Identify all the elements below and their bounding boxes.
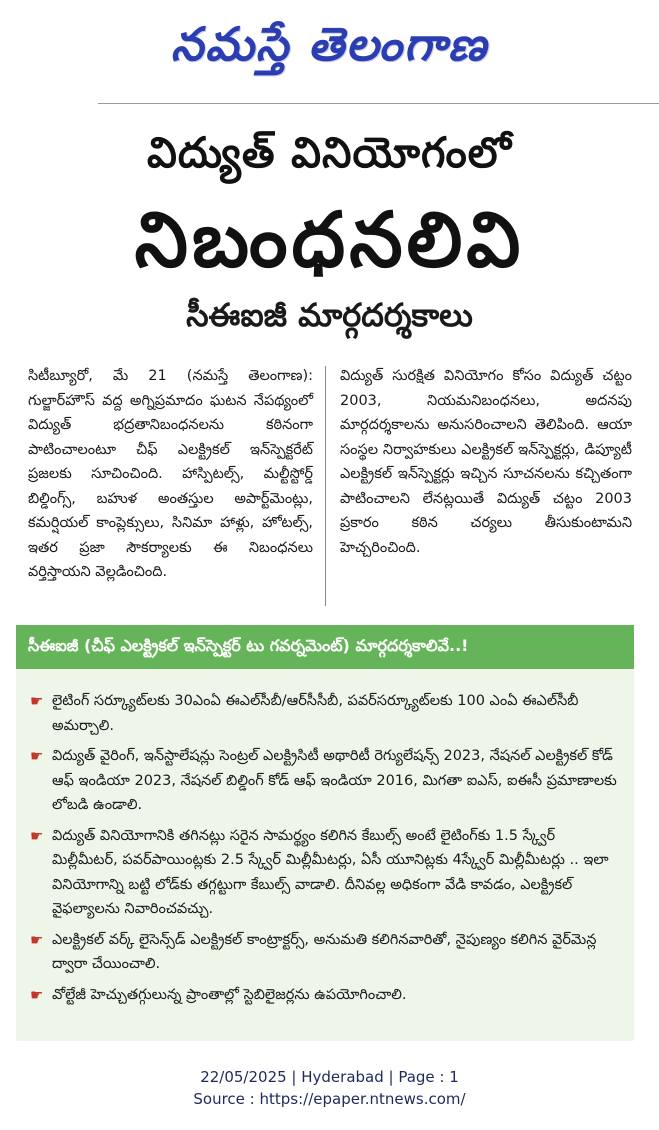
list-item: [30, 983, 620, 1008]
list-item-text: లైటింగ్ సర్క్యూట్‌లకు 30ఎంఏ ఈఎల్‌సీబీ/ఆర్‌సీసీబీ, పవర్‌సర్క్యూట్‌లకు 100 ఎంఏ ఈఎల్‌సీబీ అమర్చాలి.: [52, 693, 579, 734]
list-item-text: విద్యుత్ వినియోగానికి తగినట్లు సరైన సామర్థ్యం కలిగిన కేబుల్స్ అంటే లైటింగ్‌కు 1.5 స్క్వేర్ మిల్లీమీటర్, పవర్‌పాయింట్లకు 2.5 స్క్వేర్ మిల్లీమీటర్లు, ఏసీ యూనిట్లకు 4స్క్వేర్ మిల్లీమీటర్లు .. ఇలా వినియోగాన్ని బట్టి లోడ్‌కు తగ్గట్టుగా కేబుల్స్ వాడాలి. దీనివల్ల అధికంగా వేడి కావడం, ఎలక్ట్రికల్ వైఫల్యాలను నివారించవచ్చు.: [52, 827, 609, 917]
list-item-text: ఎలక్ట్రికల్ వర్క్ లైసెన్స్‌డ్ ఎలక్ట్రికల్ కాంట్రాక్టర్స్, అనుమతి కలిగినవారితో, నైపుణ్యం కలిగిన వైర్‌మెన్ల ద్వారా చేయించాలి.: [52, 931, 597, 972]
source-link[interactable]: Source : https://epaper.ntnews.com/: [193, 1090, 466, 1108]
pointing-hand-icon: ☛: [30, 747, 44, 765]
headline-line-1: విద్యుత్ వినియోగంలో: [147, 128, 512, 177]
article-left-column: సిటీబ్యూరో, మే 21 (నమస్తే తెలంగాణ): గుల్జార్‌హౌస్ వద్ద అగ్నిప్రమాదం ఘటన నేపథ్యంలో విద్యుత్ భద్రతానిబంధనలను కఠినంగా పాటించాలంటూ చీఫ్ ఎలక్ట్రికల్ ఇన్‌స్పెక్టరేట్ ప్రజలకు సూచించింది. హాస్పిటల్స్, మల్టీస్టోర్డ్ బిల్డింగ్స్, బహుళ అంతస్తుల అపార్ట్‌మెంట్లు, కమర్షియల్ కాంప్లెక్సులు, సినిమా హాళ్లు, హోటల్స్, ఇతర ప్రజా సౌకర్యాలకు ఈ నిబంధనలు వర్తిస్తాయని వెల్లడించింది.: [28, 368, 313, 580]
subheadline: సీఈఐజీ మార్గదర్శకాలు: [186, 296, 473, 334]
guidelines-list: [30, 689, 620, 1013]
guidelines-banner: సీఈఐజీ (చీఫ్ ఎలక్ట్రికల్ ఇన్‌స్పెక్టర్ టు గవర్నమెంట్) మార్గదర్శకాలివే..!: [16, 625, 634, 669]
masthead-divider: [98, 103, 659, 104]
edition-info: 22/05/2025 | Hyderabad | Page : 1: [200, 1068, 459, 1086]
list-item: [30, 928, 620, 977]
list-item: [30, 824, 620, 922]
page-footer: [0, 1066, 659, 1110]
list-item-text: విద్యుత్ వైరింగ్, ఇన్‌స్టాలేషన్లు సెంట్రల్ ఎలక్ట్రిసిటీ అథారిటీ రెగ్యులేషన్స్ 2023, నేషనల్ ఎలక్ట్రికల్ కోడ్ ఆఫ్ ఇండియా 2023, నేషనల్ బిల్డింగ్ కోడ్ ఆఫ్ ఇండియా 2016, మిగతా ఐఎస్, ఐఈసీ ప్రమాణాలకు లోబడి ఉండాలి.: [52, 748, 617, 813]
headline-line-2: నిబంధనలివి: [134, 195, 525, 284]
list-item: [30, 744, 620, 818]
pointing-hand-icon: ☛: [30, 985, 44, 1004]
masthead: [0, 0, 659, 100]
guidelines-box: [16, 625, 634, 1041]
newspaper-logo: నమస్తే తెలంగాణ: [170, 17, 489, 71]
list-item-text: వోల్టేజీ హెచ్చుతగ్గులున్న ప్రాంతాల్లో స్టెబిలైజర్లను ఉపయోగించాలి.: [52, 986, 407, 1003]
pointing-hand-icon: ☛: [30, 826, 44, 845]
column-divider: [325, 366, 326, 606]
pointing-hand-icon: ☛: [30, 930, 44, 949]
pointing-hand-icon: ☛: [30, 692, 44, 710]
list-item: [30, 689, 620, 738]
article-right-column: విద్యుత్ సురక్షిత వినియోగం కోసం విద్యుత్ చట్టం 2003, నియమనిబంధనలు, అదనపు మార్గదర్శకాలను అనుసరించాలని తెలిపింది. ఆయా సంస్థల నిర్వాహకులు ఎలక్ట్రికల్ ఇన్‌స్పెక్టర్లు, డిప్యూటీ ఎలక్ట్రికల్ ఇన్‌స్పెక్టర్లు ఇచ్చిన సూచనలను కచ్చితంగా పాటించాలని లేనట్లయితే విద్యుత్ చట్టం 2003 ప్రకారం కఠిన చర్యలు తీసుకుంటామని హెచ్చరించింది.: [340, 368, 632, 556]
